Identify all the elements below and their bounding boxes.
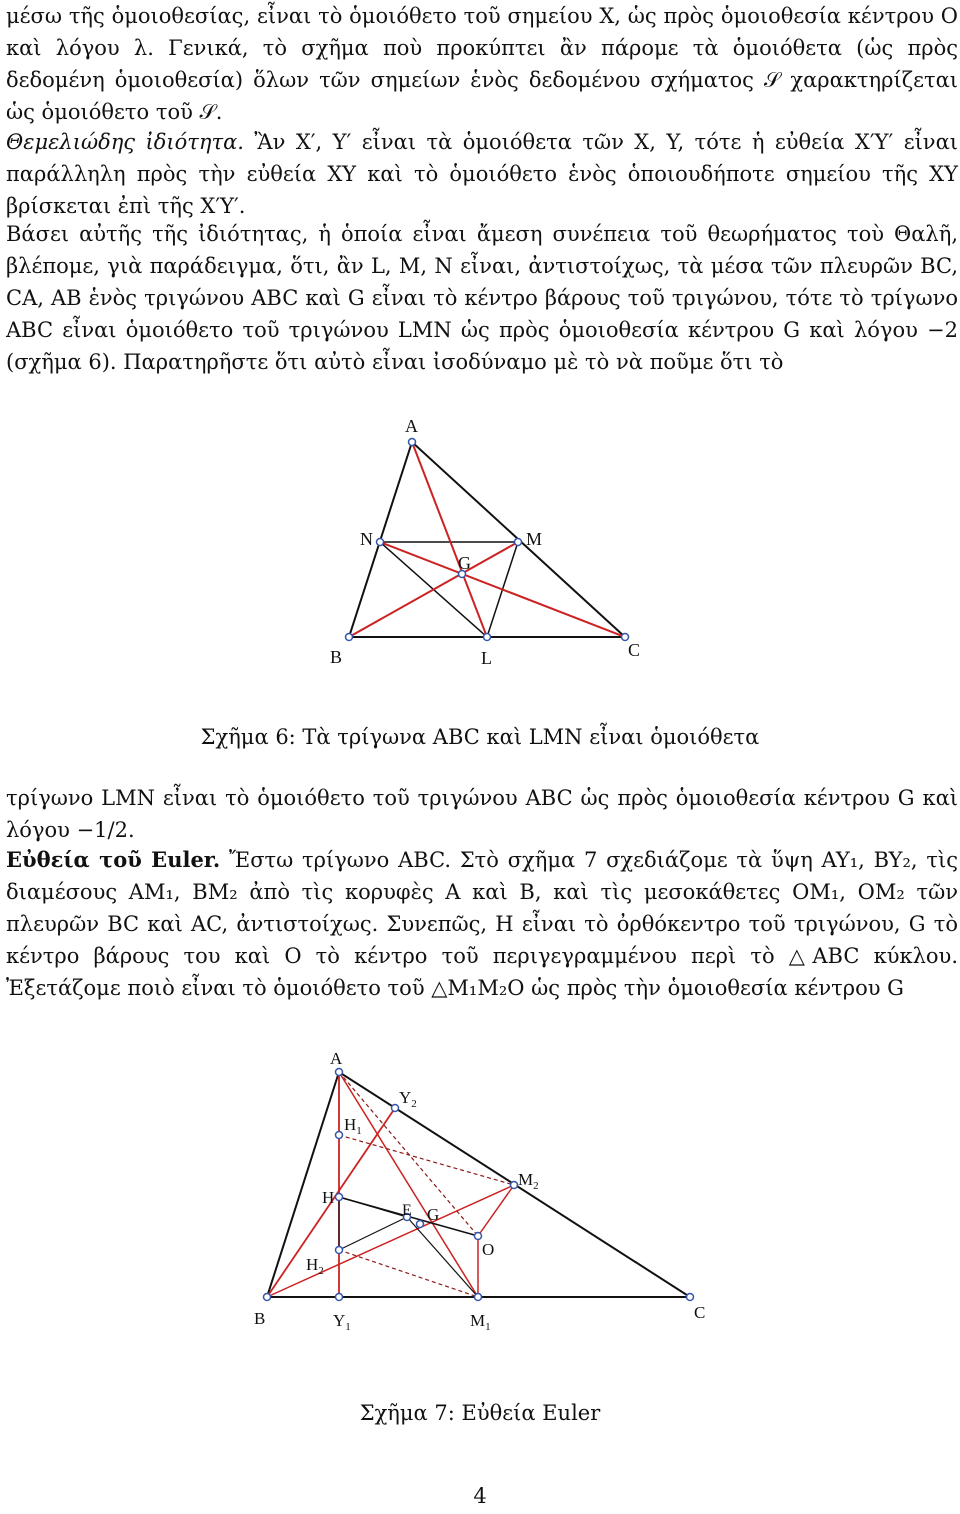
euler-line-body: Ἔστω τρίγωνο ABC. Στὸ σχῆμα 7 σχεδιάζομε τὰ ὕψη AY₁, BY₂, τὶς διαμέσους AM₁, BM₂ ἀπὸ τὶς κορυφὲς A καὶ B, καὶ τὶς μεσοκάθετες OM₁, OM₂ τῶν πλευρῶν BC καὶ AC, ἀντιστοίχως. Συνεπῶς, H εἶναι τὸ ὀρθόκεντρο τοῦ τριγώνου, G τὸ κέντρο βάρους του καὶ O τὸ κέντρο τοῦ περιγεγραμμένου περὶ τὸ △ABC κύκλου. Ἐξετάζομε ποιὸ εἶναι τὸ ὁμοιόθετο τοῦ △M₁M₂O ὡς πρὸς τὴν ὁμοιοθεσία κέντρου G <box>6 848 958 1000</box>
figure-6 <box>320 410 660 670</box>
fig6-points <box>346 439 629 641</box>
fig7-dashed-lines <box>339 1072 514 1297</box>
fig6-label-B: B <box>330 647 343 667</box>
fig6-triangle <box>349 442 625 637</box>
fig7-label-O: O <box>482 1240 495 1259</box>
fig7-label-H2: $H_2$ <box>306 1255 324 1277</box>
figure-7-caption: Σχῆμα 7: Εὐθεία Euler <box>359 1401 601 1425</box>
figure-6-caption: Σχῆμα 6: Τὰ τρίγωνα ABC καὶ LMN εἶναι ὁμοιόθετα <box>200 725 760 749</box>
euler-line-heading: Εὐθεία τοῦ Euler. <box>6 847 221 872</box>
fig7-label-E: E <box>402 1202 412 1219</box>
paragraph-thales-consequence: Βάσει αὐτῆς τῆς ἰδιότητας, ἡ ὁποία εἶναι ἄμεση συνέπεια τοῦ θεωρήματος τοὺ Θαλῆ, βλέπομε, γιὰ παράδειγμα, ὅτι, ἂν L, M, N εἶναι, ἀντιστοίχως, τὰ μέσα τῶν πλευρῶν BC, CA, AB ἑνὸς τριγώνου ABC καὶ G εἶναι τὸ κέντρο βάρους τοῦ τριγώνου, τότε τὸ τρίγωνο ABC εἶναι ὁμοιόθετο τοῦ τριγώνου LMN ὡς πρὸς ὁμοιοθεσία κέντρου G καὶ λόγου −2 (σχῆμα 6). Παρατηρῆστε ὅτι αὐτὸ εἶναι ἰσοδύναμο μὲ τὸ νὰ ποῦμε ὅτι τὸ <box>6 222 958 374</box>
fundamental-property-heading: Θεμελιώδης ἰδιότητα. <box>6 130 244 154</box>
fig7-altitudes <box>267 1072 395 1297</box>
paragraph-fundamental-property <box>6 126 958 222</box>
fig6-label-C: C <box>628 640 641 660</box>
page-number: 4 <box>473 1484 487 1508</box>
fig6-label-N: N <box>360 529 373 549</box>
fig7-label-Y2: $Y_2$ <box>399 1088 417 1110</box>
fig7-label-G: G <box>427 1205 440 1224</box>
fundamental-property-body: Ἂν X′, Y′ εἶναι τὰ ὁμοιόθετα τῶν X, Y, τότε ἡ εὐθεία X′Y′ εἶναι παράλληλη πρὸς τὴν εὐθεία XY καὶ τὸ ὁμοιόθετο ἑνὸς ὁποιουδήποτε σημείου τῆς XY βρίσκεται ἐπὶ τῆς X′Y′. <box>6 130 958 218</box>
fig6-medial-triangle <box>380 542 518 637</box>
fig7-label-H1: $H_1$ <box>344 1115 362 1137</box>
fig7-label-M2: $M_2$ <box>518 1170 539 1192</box>
fig6-label-G: G <box>458 553 471 573</box>
fig6-label-M: M <box>526 529 543 549</box>
fig6-label-L: L <box>481 648 492 668</box>
fig7-label-Y1: $Y_1$ <box>333 1311 351 1333</box>
fig7-label-M1: $M_1$ <box>470 1311 491 1333</box>
fig6-label-A: A <box>405 416 418 436</box>
figure-7 <box>240 1040 730 1340</box>
paragraph-homothety-definition: μέσω τῆς ὁμοιοθεσίας, εἶναι τὸ ὁμοιόθετο τοῦ σημείου X, ὡς πρὸς ὁμοιοθεσία κέντρου O καὶ λόγου λ. Γενικά, τὸ σχῆμα ποὺ προκύπτει ἂν πάρομε τὰ ὁμοιόθετα (ὡς πρὸς δεδομένη ὁμοιοθεσία) ὅλων τῶν σημείων ἑνὸς δεδομένου σχήματος 𝒮 χαρακτηρίζεται ὡς ὁμοιόθετο τοῦ 𝒮. <box>6 4 958 124</box>
fig7-label-A: A <box>330 1049 343 1068</box>
fig6-medians <box>349 442 625 637</box>
fig7-label-C: C <box>694 1303 706 1322</box>
paragraph-euler-line <box>6 844 958 1004</box>
fig7-label-H: H <box>322 1188 335 1207</box>
fig7-label-B: B <box>254 1309 266 1328</box>
paragraph-lmn-homothety: τρίγωνο LMN εἶναι τὸ ὁμοιόθετο τοῦ τριγώνου ABC ὡς πρὸς ὁμοιοθεσία κέντρου G καὶ λόγου −1/2. <box>6 786 958 842</box>
